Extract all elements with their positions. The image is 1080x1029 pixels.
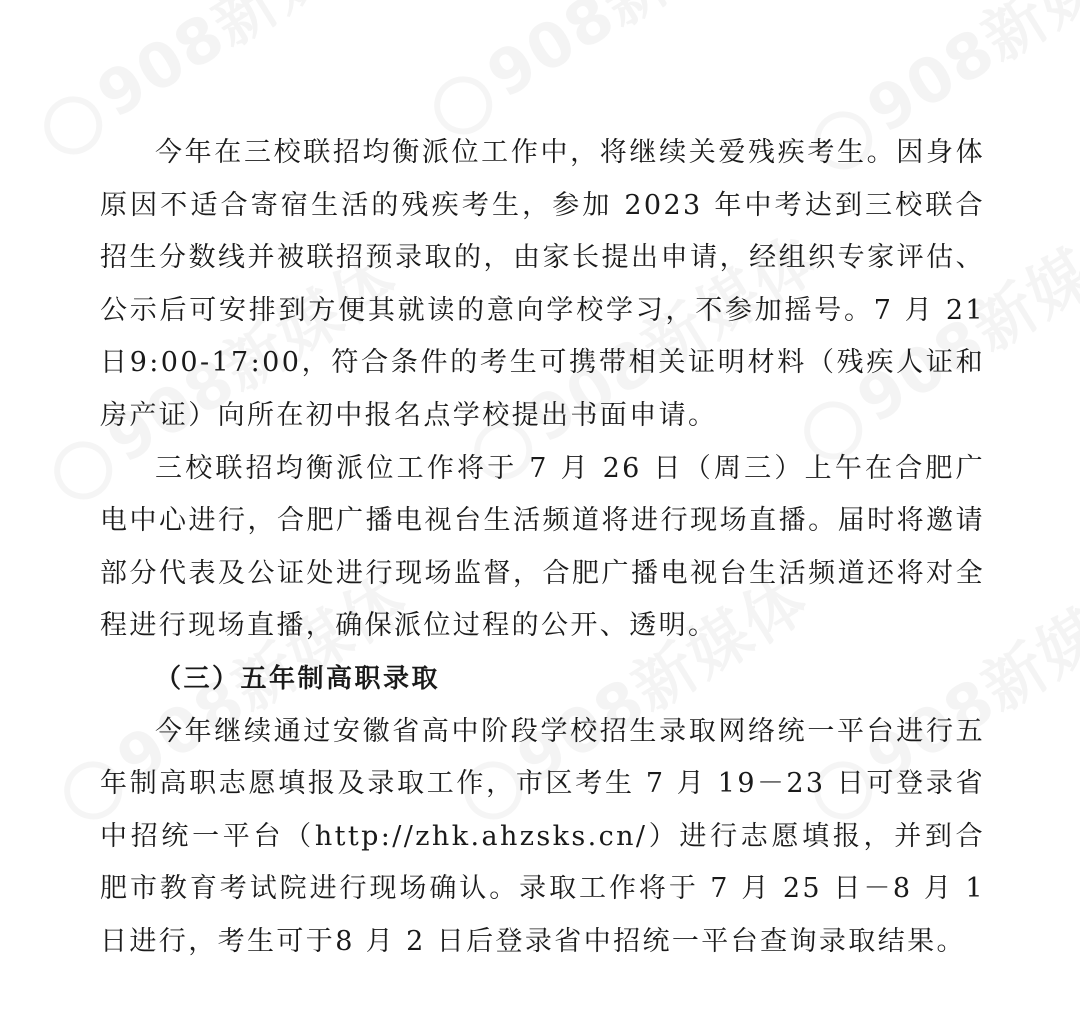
document-body xyxy=(100,127,985,969)
section-heading: （三）五年制高职录取 xyxy=(155,663,441,694)
paragraph-disabled-students: 今年在三校联招均衡派位工作中，将继续关爱残疾考生。因身体原因不适合寄宿生活的残疾考生，参加 2023 年中考达到三校联合招生分数线并被联招预录取的，由家长提出申请，经组织专家评估、公示后可安排到方便其就读的意向学校学习，不参加摇号。7 月 21 日9:00-17:00，符合条件的考生可携带相关证明材料（残疾人证和房产证）向所在初中报名点学校提出书面申请。 xyxy=(100,137,985,431)
paragraph-lottery-broadcast: 三校联招均衡派位工作将于 7 月 26 日（周三）上午在合肥广电中心进行，合肥广播电视台生活频道将进行现场直播。届时将邀请部分代表及公证处进行现场监督，合肥广播电视台生活频道还将对全程进行现场直播，确保派位过程的公开、透明。 xyxy=(100,452,985,642)
paragraph-vocational-admission: 今年继续通过安徽省高中阶段学校招生录取网络统一平台进行五年制高职志愿填报及录取工作，市区考生 7 月 19－23 日可登录省中招统一平台（http://zhk.ahzsks.cn/）进行志愿填报，并到合肥市教育考试院进行现场确认。录取工作将于 7 月 25 日－8 月 1 日进行，考生可于8 月 2 日后登录省中招统一平台查询录取结果。 xyxy=(100,715,985,957)
